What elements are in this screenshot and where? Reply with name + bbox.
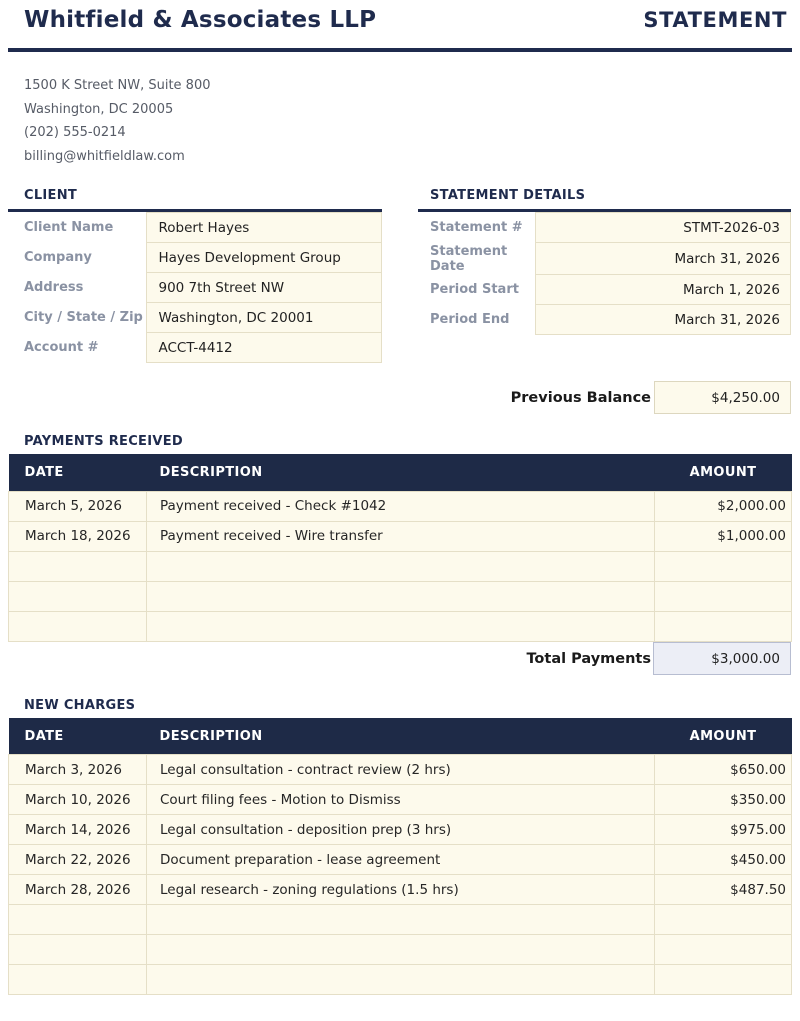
table-row — [9, 905, 792, 935]
field-row — [8, 273, 382, 303]
field-row — [418, 243, 791, 275]
row-description: Payment received - Check #1042 — [147, 491, 655, 521]
field-label: Account # — [24, 340, 99, 356]
row-amount: $975.00 — [655, 815, 792, 845]
previous-balance-label: Previous Balance — [510, 389, 651, 406]
payments-received-heading: PAYMENTS RECEIVED — [24, 434, 183, 450]
field-value: March 31, 2026 — [535, 243, 791, 275]
row-description — [147, 965, 655, 995]
field-value: March 31, 2026 — [535, 305, 791, 335]
payments-amount-column-header: AMOUNT — [655, 454, 792, 491]
field-label: Company — [24, 250, 92, 266]
row-description: Legal consultation - contract review (2 hrs) — [147, 755, 655, 785]
row-description — [147, 581, 655, 611]
row-amount — [655, 905, 792, 935]
table-row — [9, 521, 792, 551]
client-section-heading: CLIENT — [8, 188, 382, 212]
field-value: ACCT-4412 — [146, 333, 382, 363]
row-date — [9, 611, 147, 641]
row-amount: $350.00 — [655, 785, 792, 815]
firm-address-line: 1500 K Street NW, Suite 800 — [24, 78, 211, 94]
row-description — [147, 905, 655, 935]
payments-header-row — [9, 454, 792, 491]
field-row — [8, 243, 382, 273]
table-row — [9, 551, 792, 581]
payments-date-column-header: DATE — [9, 454, 147, 491]
field-value: March 1, 2026 — [535, 275, 791, 305]
row-date — [9, 965, 147, 995]
row-amount — [655, 935, 792, 965]
table-row — [9, 611, 792, 641]
new-charges-heading: NEW CHARGES — [24, 697, 136, 713]
client-fields-table — [8, 212, 382, 363]
row-amount: $650.00 — [655, 755, 792, 785]
row-amount — [655, 581, 792, 611]
field-label: Statement # — [430, 220, 523, 236]
row-amount: $450.00 — [655, 845, 792, 875]
field-value: STMT-2026-03 — [535, 213, 791, 243]
field-label: Address — [24, 280, 84, 296]
field-value: Robert Hayes — [146, 213, 382, 243]
row-description — [147, 551, 655, 581]
row-date: March 18, 2026 — [9, 521, 147, 551]
row-date: March 5, 2026 — [9, 491, 147, 521]
client-and-details-section — [0, 188, 800, 363]
row-amount — [655, 965, 792, 995]
row-date: March 3, 2026 — [9, 755, 147, 785]
field-row — [418, 275, 791, 305]
document-type-title: STATEMENT — [643, 8, 787, 32]
firm-address-line: Washington, DC 20005 — [24, 101, 174, 117]
field-value: Hayes Development Group — [146, 243, 382, 273]
table-row — [9, 755, 792, 785]
row-description: Document preparation - lease agreement — [147, 845, 655, 875]
header-divider — [8, 48, 792, 52]
field-label: Statement Date — [430, 243, 508, 274]
row-description: Legal research - zoning regulations (1.5 hrs) — [147, 875, 655, 905]
charges-date-column-header: DATE — [9, 718, 147, 755]
firm-phone: (202) 555-0214 — [24, 125, 126, 141]
row-date — [9, 581, 147, 611]
client-section — [8, 188, 382, 363]
row-date — [9, 935, 147, 965]
row-date: March 10, 2026 — [9, 785, 147, 815]
row-amount — [655, 551, 792, 581]
table-row — [9, 491, 792, 521]
row-amount: $1,000.00 — [655, 521, 792, 551]
field-label: Period End — [430, 312, 510, 328]
table-row — [9, 875, 792, 905]
row-date: March 28, 2026 — [9, 875, 147, 905]
table-row — [9, 815, 792, 845]
row-description: Legal consultation - deposition prep (3 hrs) — [147, 815, 655, 845]
field-value: 900 7th Street NW — [146, 273, 382, 303]
firm-name: Whitfield & Associates LLP — [24, 7, 377, 33]
row-description — [147, 611, 655, 641]
row-date: March 22, 2026 — [9, 845, 147, 875]
table-row — [9, 965, 792, 995]
table-row — [9, 581, 792, 611]
row-date — [9, 905, 147, 935]
statement-details-heading: STATEMENT DETAILS — [418, 188, 791, 212]
total-payments-row — [0, 642, 791, 676]
charges-description-column-header: DESCRIPTION — [147, 718, 655, 755]
firm-email: billing@whitfieldlaw.com — [24, 148, 185, 164]
field-row — [8, 213, 382, 243]
total-payments-label: Total Payments — [526, 650, 651, 667]
charges-amount-column-header: AMOUNT — [655, 718, 792, 755]
row-amount: $487.50 — [655, 875, 792, 905]
row-date — [9, 551, 147, 581]
table-row — [9, 785, 792, 815]
field-row — [8, 303, 382, 333]
statement-details-section — [418, 188, 791, 363]
field-label: Client Name — [24, 220, 114, 236]
total-payments-value: $3,000.00 — [653, 642, 791, 675]
row-amount — [655, 611, 792, 641]
firm-address-block — [24, 74, 776, 168]
previous-balance-row — [0, 381, 791, 414]
row-date: March 14, 2026 — [9, 815, 147, 845]
statement-details-table — [418, 212, 791, 335]
table-row — [9, 935, 792, 965]
field-value: Washington, DC 20001 — [146, 303, 382, 333]
field-row — [418, 213, 791, 243]
row-description: Court filing fees - Motion to Dismiss — [147, 785, 655, 815]
payments-table — [8, 454, 792, 642]
field-label: Period Start — [430, 282, 519, 298]
new-charges-table — [8, 718, 792, 996]
field-row — [418, 305, 791, 335]
field-row — [8, 333, 382, 363]
row-amount: $2,000.00 — [655, 491, 792, 521]
row-description: Payment received - Wire transfer — [147, 521, 655, 551]
payments-description-column-header: DESCRIPTION — [147, 454, 655, 491]
field-label: City / State / Zip — [24, 310, 143, 326]
table-row — [9, 845, 792, 875]
previous-balance-value: $4,250.00 — [654, 381, 791, 414]
charges-header-row — [9, 718, 792, 755]
document-header — [0, 0, 800, 35]
row-description — [147, 935, 655, 965]
